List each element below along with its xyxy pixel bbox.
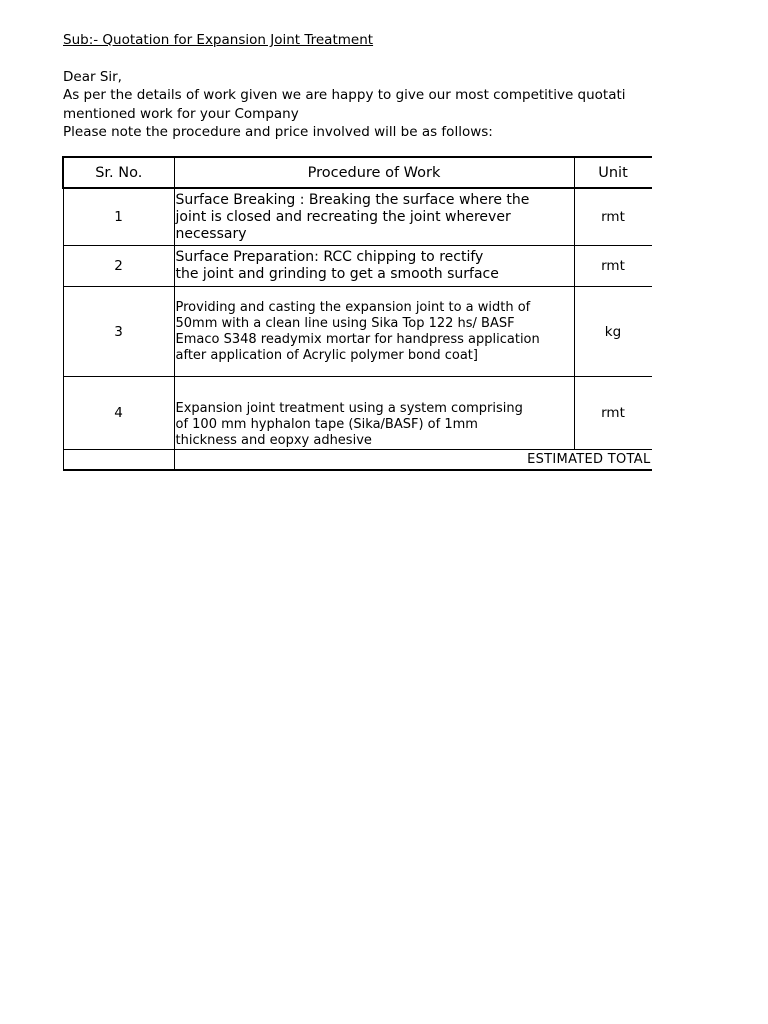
- table-row: [63, 246, 652, 287]
- header-sr-no: Sr. No.: [63, 157, 174, 188]
- quotation-table-area: [62, 156, 652, 474]
- procedure-cell: [174, 188, 574, 246]
- unit-cell: kg: [574, 287, 652, 377]
- table-row: [63, 188, 652, 246]
- header-unit: Unit: [574, 157, 652, 188]
- estimated-total-row: [63, 450, 652, 471]
- table-row: [63, 377, 652, 450]
- subject-line: Sub:- Quotation for Expansion Joint Treatment: [63, 32, 374, 48]
- header-procedure: Procedure of Work: [174, 157, 574, 188]
- sr-cell: 2: [63, 246, 174, 287]
- procedure-line: Expansion joint treatment using a system comprising: [175, 401, 523, 416]
- procedure-cell: [174, 246, 574, 287]
- procedure-line: Surface Breaking : Breaking the surface where the: [175, 191, 530, 208]
- procedure-line: after application of Acrylic polymer bond coat]: [175, 347, 478, 363]
- procedure-line: Surface Preparation: RCC chipping to rectify: [175, 249, 484, 265]
- procedure-line: of 100 mm hyphalon tape (Sika/BASF) of 1mm: [175, 417, 478, 432]
- procedure-line: the joint and grinding to get a smooth surface: [175, 266, 499, 282]
- sr-cell: 1: [63, 188, 174, 246]
- procedure-line: Emaco S348 readymix mortar for handpress application: [175, 331, 540, 347]
- salutation: Dear Sir,: [63, 69, 122, 85]
- unit-cell: rmt: [574, 246, 652, 287]
- procedure-line: Providing and casting the expansion joint to a width of: [175, 299, 531, 315]
- intro-text: [63, 68, 653, 141]
- procedure-cell: [174, 377, 574, 450]
- table-header-row: [63, 157, 652, 188]
- intro-line: As per the details of work given we are happy to give our most competitive quotati: [63, 87, 626, 104]
- sr-cell: 3: [63, 287, 174, 377]
- table-row: [63, 287, 652, 377]
- unit-cell: rmt: [574, 377, 652, 450]
- total-empty-cell: [63, 450, 174, 471]
- unit-cell: rmt: [574, 188, 652, 246]
- sr-cell: 4: [63, 377, 174, 450]
- intro-line: mentioned work for your Company: [63, 105, 299, 122]
- procedure-line: 50mm with a clean line using Sika Top 122 hs/ BASF: [175, 315, 515, 331]
- procedure-cell: [174, 287, 574, 377]
- intro-line: Please note the procedure and price involved will be as follows:: [63, 123, 493, 140]
- procedure-line: joint is closed and recreating the joint wherever: [175, 208, 511, 225]
- procedure-line: necessary: [175, 225, 247, 242]
- quotation-table: [62, 156, 652, 471]
- estimated-total-label: ESTIMATED TOTAL: [174, 450, 652, 471]
- procedure-line: thickness and eopxy adhesive: [175, 433, 372, 448]
